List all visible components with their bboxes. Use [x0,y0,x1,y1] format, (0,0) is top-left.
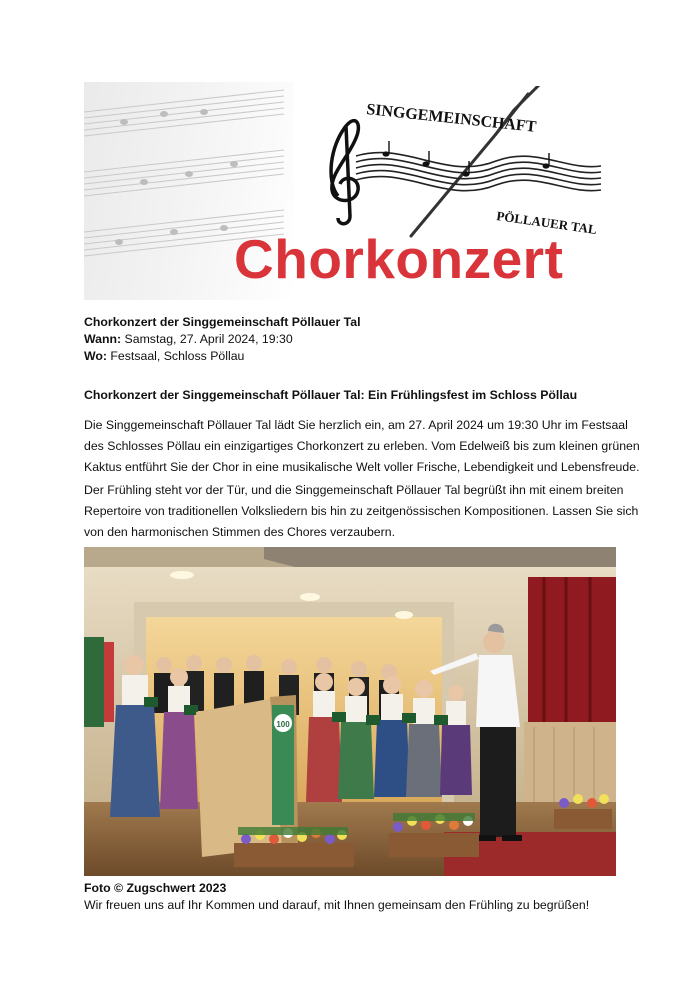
event-name: Chorkonzert der Singgemeinschaft Pöllauer Tal [84,315,361,329]
event-where [84,348,361,365]
paragraph-line: Der Frühling steht vor der Tür, und die Singgemeinschaft Pöllauer Tal begrüßt ihn mit einem breiten [84,483,624,497]
page-title: Chorkonzert [234,228,564,290]
when-value: Samstag, 27. April 2024, 19:30 [121,332,293,346]
paragraph-line: Repertoire von traditionellen Volksliedern bis hin zu zeitgenössischen Kompositionen. Lassen Sie sich [84,504,639,518]
paragraph-spring [84,480,639,543]
paragraph-line: des Schlosses Pöllau ein einzigartiges Chorkonzert zu erleben. Vom Edelweiß bis zum kleinen grünen [84,439,640,453]
article-subheading: Chorkonzert der Singgemeinschaft Pöllauer Tal: Ein Frühlingsfest im Schloss Pöllau [84,388,578,402]
logo-bottom-text: PÖLLAUER TAL [495,208,598,238]
header-banner [84,82,620,300]
paragraph-line: Die Singgemeinschaft Pöllauer Tal lädt Sie herzlich ein, am 27. April 2024 um 19:30 Uhr im Festsaal [84,418,628,432]
lectern-badge: 100 [276,720,290,729]
where-label: Wo: [84,349,107,363]
photo-credit: Foto © Zugschwert 2023 [84,881,227,895]
event-info [84,314,361,365]
where-value: Festsaal, Schloss Pöllau [107,349,245,363]
paragraph-invitation [84,415,640,478]
event-when [84,331,361,348]
choir-photo [84,547,616,876]
paragraph-line: Kaktus entführt Sie der Chor in eine musikalische Welt voller Frische, Lebendigkeit und Lebensfreude. [84,460,640,474]
logo-top-text: SINGGEMEINSCHAFT [365,101,538,136]
photo-caption [84,880,589,914]
paragraph-line: von den harmonischen Stimmen des Chores verzaubern. [84,525,396,539]
closing-sentence: Wir freuen uns auf Ihr Kommen und darauf, mit Ihnen gemeinsam den Frühling zu begrüßen! [84,898,590,912]
when-label: Wann: [84,332,122,346]
choir-logo [316,86,616,246]
